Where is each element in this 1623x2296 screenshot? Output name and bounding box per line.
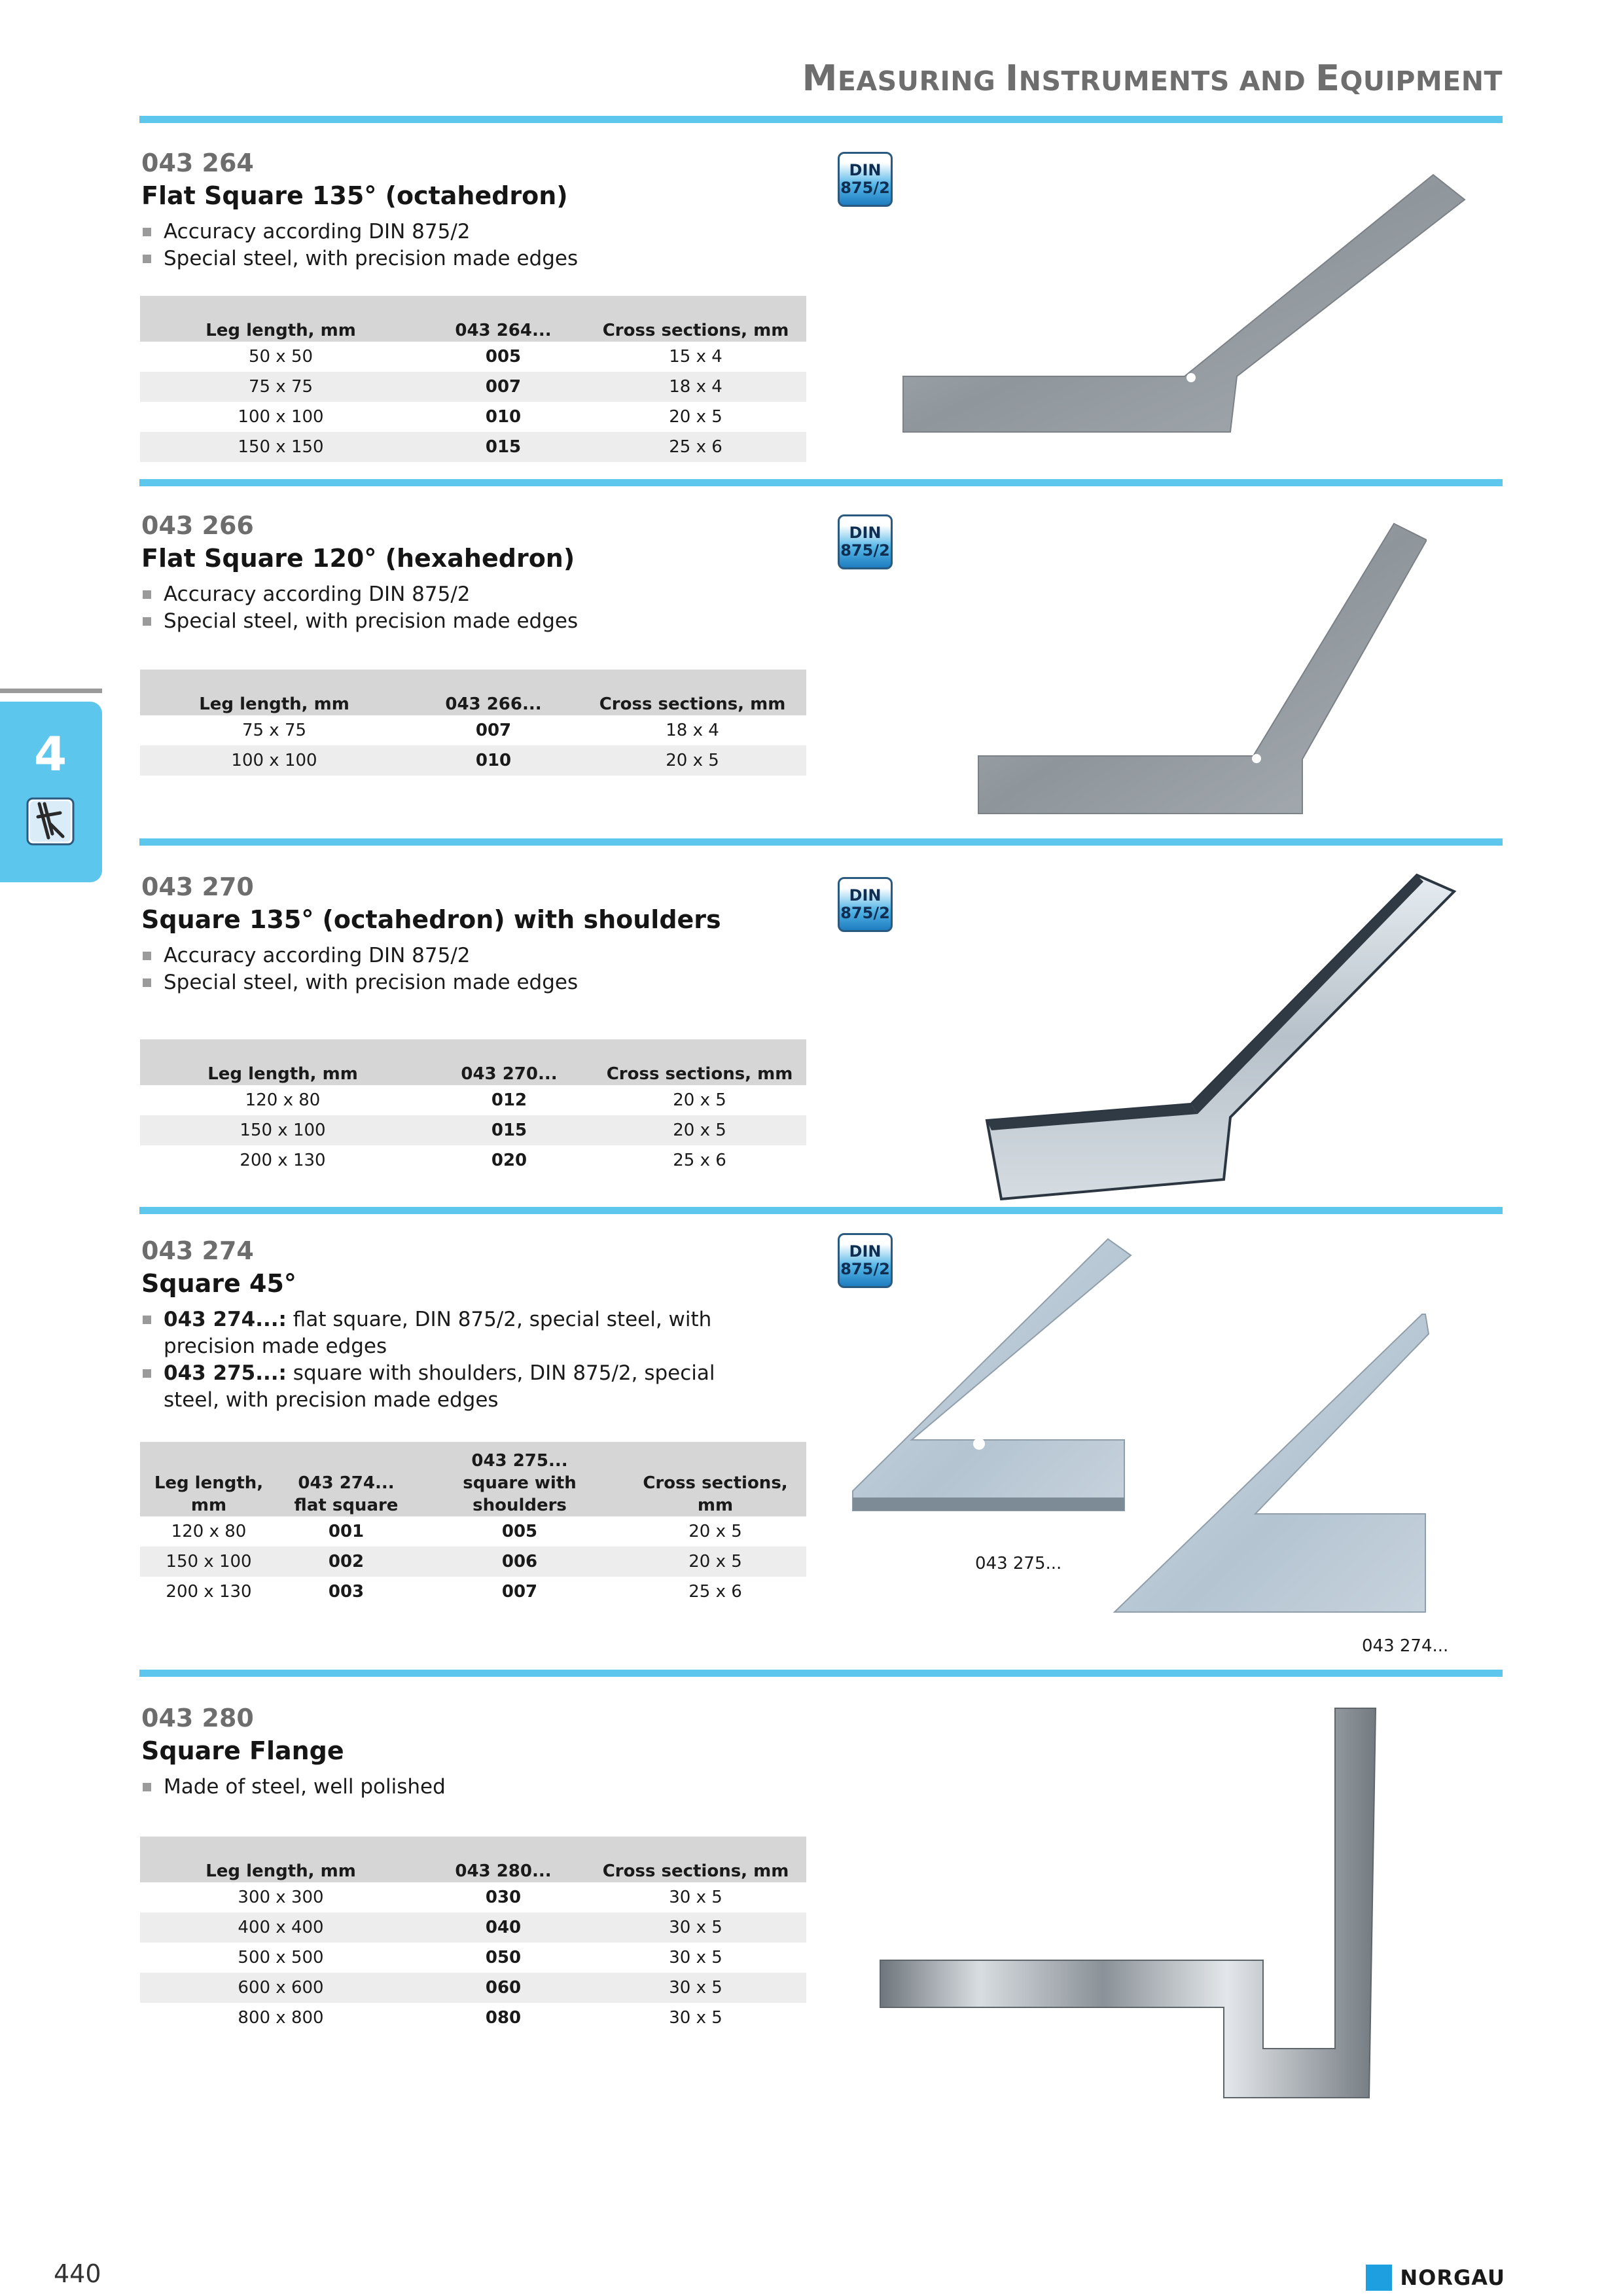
column-header-line: 043 274... xyxy=(298,1473,395,1493)
table-cell: 30 x 5 xyxy=(669,1888,722,1907)
product-section-043280 xyxy=(141,1703,809,1801)
table-cell: 150 x 100 xyxy=(140,1115,425,1145)
feature-item: Accuracy according DIN 875/2 xyxy=(141,942,809,969)
column-header xyxy=(140,1442,277,1516)
feature-list xyxy=(141,1306,809,1414)
column-header: Leg length, mm xyxy=(140,1837,421,1882)
product-code: 043 274 xyxy=(141,1236,254,1265)
table-cell: 200 x 130 xyxy=(166,1582,252,1602)
table-row xyxy=(140,1577,806,1607)
image-caption: 043 275... xyxy=(975,1554,1062,1573)
square-135-shoulders-image xyxy=(982,872,1459,1206)
table-cell: 30 x 5 xyxy=(585,1912,806,1943)
chapter-tab-line xyxy=(0,689,102,693)
feature-list xyxy=(141,581,809,635)
table-row xyxy=(140,1516,806,1547)
table-cell: 030 xyxy=(485,1888,522,1907)
table-row xyxy=(140,1115,806,1145)
table-cell: 150 x 150 xyxy=(140,432,421,462)
spec-table-043270 xyxy=(140,1039,806,1175)
column-header: Cross sections, mm xyxy=(585,1837,806,1882)
column-header: Leg length, mm xyxy=(140,296,421,342)
table-cell: 005 xyxy=(501,1522,538,1541)
product-code: 043 266 xyxy=(141,511,254,540)
table-cell: 060 xyxy=(421,1973,585,2003)
column-header xyxy=(624,1442,806,1516)
table-header-row xyxy=(140,1039,806,1085)
table-row xyxy=(140,1882,806,1912)
din-badge-line: 875/2 xyxy=(840,904,890,922)
header-letter: I xyxy=(1005,58,1019,99)
table-cell: 50 x 50 xyxy=(248,347,313,367)
product-section-043274 xyxy=(141,1236,809,1414)
table-cell: 007 xyxy=(501,1582,538,1602)
feature-item xyxy=(141,1360,753,1414)
chapter-number: 4 xyxy=(34,726,67,781)
table-cell: 20 x 5 xyxy=(593,1115,806,1145)
spec-table-043280 xyxy=(140,1837,806,2033)
feature-item: Special steel, with precision made edges xyxy=(141,245,809,272)
product-title: Square Flange xyxy=(141,1736,344,1765)
product-title: Square 45° xyxy=(141,1269,296,1298)
section-divider xyxy=(139,479,1503,486)
flat-square-120-image xyxy=(975,520,1427,815)
table-cell: 005 xyxy=(485,347,522,367)
image-caption: 043 274... xyxy=(1362,1636,1449,1656)
column-header: 043 266... xyxy=(408,670,579,715)
table-cell: 080 xyxy=(485,2008,522,2028)
section-divider xyxy=(139,838,1503,846)
table-row xyxy=(140,1085,806,1115)
column-header: Cross sections, mm xyxy=(579,670,806,715)
table-cell: 120 x 80 xyxy=(171,1522,247,1541)
caliper-icon xyxy=(26,797,75,846)
column-header: 043 264... xyxy=(421,296,585,342)
product-section-043264 xyxy=(141,148,809,272)
table-cell: 040 xyxy=(421,1912,585,1943)
column-header-line: Leg length, xyxy=(154,1473,264,1493)
table-cell: 30 x 5 xyxy=(669,1948,722,1967)
din-badge-line: DIN xyxy=(849,161,882,179)
din-badge-line: DIN xyxy=(849,886,882,905)
column-header: Leg length, mm xyxy=(140,1039,425,1085)
table-cell: 050 xyxy=(485,1948,522,1967)
table-cell: 18 x 4 xyxy=(666,721,719,740)
din-badge xyxy=(838,514,893,569)
column-header: 043 280... xyxy=(421,1837,585,1882)
table-cell: 20 x 5 xyxy=(673,1090,726,1110)
table-row xyxy=(140,1145,806,1175)
product-title: Flat Square 120° (hexahedron) xyxy=(141,544,575,573)
product-section-043270 xyxy=(141,872,809,996)
product-section-043266 xyxy=(141,511,809,635)
table-cell: 015 xyxy=(421,432,585,462)
table-cell: 25 x 6 xyxy=(585,432,806,462)
product-code: 043 280 xyxy=(141,1704,254,1732)
column-header: Cross sections, mm xyxy=(585,296,806,342)
table-cell: 20 x 5 xyxy=(579,745,806,776)
table-cell: 30 x 5 xyxy=(669,2008,722,2028)
din-badge-line: DIN xyxy=(849,1242,882,1261)
din-badge-line: 875/2 xyxy=(840,179,890,197)
section-divider xyxy=(139,1207,1503,1214)
table-cell: 600 x 600 xyxy=(140,1973,421,2003)
table-cell: 012 xyxy=(491,1090,527,1110)
table-cell: 007 xyxy=(421,372,585,402)
table-cell: 75 x 75 xyxy=(241,721,307,740)
section-divider xyxy=(139,1670,1503,1677)
section-divider xyxy=(139,116,1503,123)
header-letter: E xyxy=(1315,58,1340,99)
table-cell: 007 xyxy=(475,721,512,740)
din-badge xyxy=(838,152,893,207)
feature-item-code: 043 274...: xyxy=(164,1308,287,1331)
table-cell: 500 x 500 xyxy=(238,1948,324,1967)
table-cell: 150 x 100 xyxy=(140,1547,277,1577)
table-cell: 75 x 75 xyxy=(140,372,421,402)
table-cell: 020 xyxy=(491,1151,527,1170)
feature-item-code: 043 275...: xyxy=(164,1361,287,1385)
table-cell: 20 x 5 xyxy=(688,1522,742,1541)
square-flange-image xyxy=(877,1705,1387,2104)
column-header-line: Cross sections, xyxy=(643,1473,788,1493)
feature-item-text: square with shoulders, DIN 875/2, special steel, with precision made edges xyxy=(164,1361,715,1412)
column-header-line: flat square xyxy=(294,1496,399,1515)
spec-table-043264 xyxy=(140,296,806,462)
product-title: Flat Square 135° (octahedron) xyxy=(141,181,568,210)
table-row xyxy=(140,745,806,776)
feature-item-text: flat square, DIN 875/2, special steel, with precision made edges xyxy=(164,1308,712,1358)
table-cell: 300 x 300 xyxy=(238,1888,324,1907)
flat-square-135-image xyxy=(897,167,1466,442)
column-header-line: mm xyxy=(190,1496,227,1515)
column-header: Cross sections, mm xyxy=(593,1039,806,1085)
table-cell: 400 x 400 xyxy=(140,1912,421,1943)
spec-table-043266 xyxy=(140,670,806,776)
din-badge-line: 875/2 xyxy=(840,1260,890,1278)
feature-item: Accuracy according DIN 875/2 xyxy=(141,219,809,245)
table-cell: 25 x 6 xyxy=(688,1582,742,1602)
product-title: Square 135° (octahedron) with shoulders xyxy=(141,905,721,934)
table-cell: 003 xyxy=(328,1582,365,1602)
table-cell: 015 xyxy=(425,1115,593,1145)
column-header-line: mm xyxy=(697,1496,734,1515)
table-cell: 15 x 4 xyxy=(669,347,722,367)
column-header: 043 270... xyxy=(425,1039,593,1085)
product-code: 043 264 xyxy=(141,149,254,177)
product-code: 043 270 xyxy=(141,872,254,901)
table-cell: 25 x 6 xyxy=(673,1151,726,1170)
table-cell: 800 x 800 xyxy=(238,2008,324,2028)
table-row xyxy=(140,1943,806,1973)
table-header-row xyxy=(140,670,806,715)
table-cell: 002 xyxy=(277,1547,415,1577)
feature-list xyxy=(141,942,809,996)
column-header: Leg length, mm xyxy=(140,670,408,715)
table-cell: 18 x 4 xyxy=(585,372,806,402)
table-row xyxy=(140,715,806,745)
table-row xyxy=(140,432,806,462)
feature-item xyxy=(141,1306,753,1360)
table-cell: 30 x 5 xyxy=(585,1973,806,2003)
feature-list xyxy=(141,1774,809,1801)
table-cell: 010 xyxy=(408,745,579,776)
table-cell: 200 x 130 xyxy=(240,1151,326,1170)
table-cell: 20 x 5 xyxy=(624,1547,806,1577)
page-header-title xyxy=(802,58,1503,99)
din-badge-line: 875/2 xyxy=(840,541,890,560)
table-cell: 20 x 5 xyxy=(669,407,722,427)
table-header-row xyxy=(140,296,806,342)
feature-item: Made of steel, well polished xyxy=(141,1774,809,1801)
table-row xyxy=(140,372,806,402)
table-cell: 001 xyxy=(328,1522,365,1541)
table-row xyxy=(140,1547,806,1577)
square-45-images xyxy=(849,1236,1491,1615)
table-row xyxy=(140,1973,806,2003)
table-row xyxy=(140,1912,806,1943)
header-text: EASURING xyxy=(837,65,1006,97)
table-row xyxy=(140,2003,806,2033)
page-number: 440 xyxy=(54,2259,101,2288)
brand-logo-square-icon xyxy=(1366,2265,1392,2291)
table-row xyxy=(140,342,806,372)
header-letter: M xyxy=(802,58,838,99)
column-header-line: square with shoulders xyxy=(463,1473,577,1515)
column-header xyxy=(277,1442,415,1516)
brand-name: NORGAU xyxy=(1400,2265,1505,2290)
column-header-line: 043 275... xyxy=(471,1451,568,1471)
table-row xyxy=(140,402,806,432)
feature-item: Special steel, with precision made edges xyxy=(141,608,809,635)
spec-table-043274 xyxy=(140,1442,806,1607)
feature-item: Accuracy according DIN 875/2 xyxy=(141,581,809,608)
table-header-row xyxy=(140,1442,806,1516)
header-text: QUIPMENT xyxy=(1340,65,1503,97)
din-badge xyxy=(838,877,893,932)
table-cell: 100 x 100 xyxy=(238,407,324,427)
feature-list xyxy=(141,219,809,272)
feature-item: Special steel, with precision made edges xyxy=(141,969,809,996)
table-header-row xyxy=(140,1837,806,1882)
table-cell: 006 xyxy=(415,1547,624,1577)
din-badge-line: DIN xyxy=(849,524,882,542)
brand-logo xyxy=(1366,2263,1505,2292)
table-cell: 100 x 100 xyxy=(140,745,408,776)
table-cell: 120 x 80 xyxy=(245,1090,321,1110)
table-cell: 010 xyxy=(485,407,522,427)
column-header xyxy=(415,1442,624,1516)
header-text: NSTRUMENTS AND xyxy=(1018,65,1316,97)
